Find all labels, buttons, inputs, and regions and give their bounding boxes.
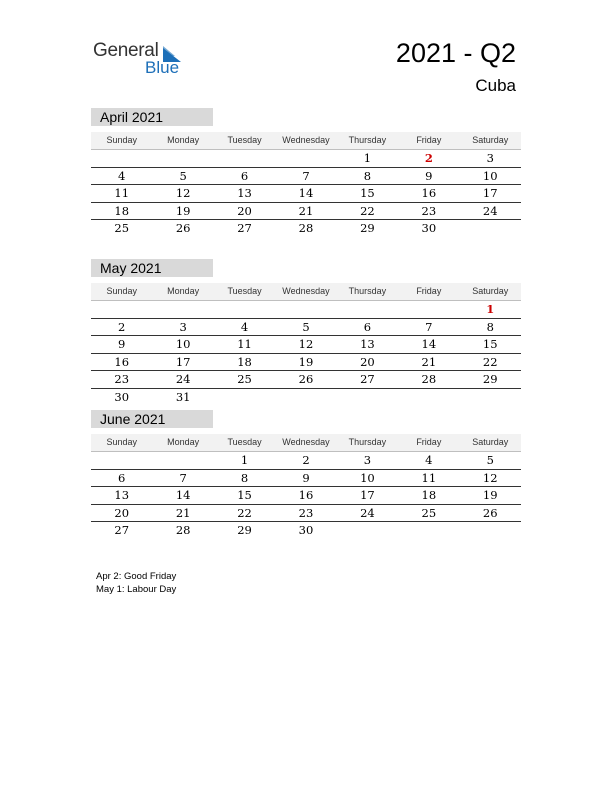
- holiday-notes: [96, 570, 176, 596]
- day-cell: 12: [482, 470, 498, 485]
- weekday-header: Thursday: [348, 437, 387, 447]
- day-cell: 7: [302, 168, 310, 183]
- day-cell: 7: [179, 470, 187, 485]
- day-cell: 20: [360, 354, 375, 369]
- day-cell: 24: [360, 505, 375, 520]
- day-cell: 28: [175, 523, 191, 537]
- day-cell: 21: [421, 354, 437, 369]
- day-cell: 25: [421, 505, 437, 520]
- day-cell: 2: [302, 453, 310, 467]
- weekday-header: Friday: [416, 286, 442, 296]
- day-cell: 30: [298, 523, 314, 537]
- day-cell: 14: [298, 186, 314, 200]
- day-cell: [214, 301, 275, 318]
- week-row: [91, 470, 521, 488]
- weekday-header: Friday: [416, 437, 442, 447]
- month-title: June 2021: [91, 410, 213, 428]
- month-title: May 2021: [91, 259, 213, 277]
- day-cell: 16: [114, 354, 130, 369]
- day-cell: 25: [114, 221, 130, 235]
- day-cell: 28: [421, 372, 437, 386]
- weekday-header: Monday: [167, 286, 200, 296]
- country-label: Cuba: [475, 76, 516, 95]
- month-title: April 2021: [91, 108, 213, 126]
- weekday-header: Saturday: [472, 286, 509, 296]
- day-cell: 9: [302, 470, 310, 485]
- day-cell: 23: [298, 505, 314, 520]
- weekday-header: Wednesday: [282, 135, 330, 145]
- day-cell: 25: [237, 372, 252, 386]
- day-cell: [337, 522, 398, 539]
- day-cell: 29: [482, 372, 498, 386]
- day-cell: 16: [421, 186, 437, 200]
- day-cell: 17: [482, 186, 498, 200]
- weekday-header: Wednesday: [282, 437, 330, 447]
- day-cell: 14: [421, 337, 437, 351]
- day-cell: 13: [237, 186, 252, 200]
- day-cell: 5: [486, 453, 494, 467]
- day-cell: 24: [175, 372, 191, 386]
- day-cell: 15: [360, 186, 375, 200]
- day-cell: 6: [363, 319, 372, 334]
- weekday-header: Sunday: [106, 135, 137, 145]
- day-cell: 22: [482, 354, 498, 369]
- day-cell: [91, 452, 152, 469]
- day-cell: 4: [240, 319, 249, 334]
- day-cell: 27: [360, 372, 375, 386]
- day-cell: 24: [482, 203, 498, 218]
- weekday-header: Tuesday: [227, 437, 262, 447]
- day-cell: 17: [175, 354, 191, 369]
- weekday-header: Saturday: [472, 135, 509, 145]
- day-cell: 3: [179, 319, 187, 334]
- month-calendar-june: [91, 410, 521, 539]
- holiday-day-cell: 1: [486, 302, 495, 316]
- day-cell: 16: [298, 488, 314, 502]
- day-cell: 1: [363, 151, 372, 165]
- weekday-header: Tuesday: [227, 135, 262, 145]
- day-cell: [398, 389, 459, 406]
- day-cell: 21: [175, 505, 191, 520]
- week-row: [91, 452, 521, 470]
- day-cell: 7: [425, 319, 433, 334]
- day-cell: 3: [486, 151, 494, 165]
- day-cell: 28: [298, 221, 314, 235]
- day-cell: 18: [114, 203, 130, 218]
- day-cell: 31: [175, 389, 191, 404]
- day-cell: [275, 150, 336, 167]
- weekday-header: Monday: [167, 135, 200, 145]
- day-cell: 27: [114, 523, 130, 537]
- weekday-header: Wednesday: [282, 286, 330, 296]
- week-row: [91, 168, 521, 186]
- weekday-header: Thursday: [348, 286, 387, 296]
- day-cell: 19: [175, 203, 191, 218]
- day-cell: [152, 301, 213, 318]
- day-cell: 1: [240, 453, 249, 467]
- week-row: [91, 487, 521, 505]
- day-cell: 27: [237, 221, 252, 235]
- weekday-header: Monday: [167, 437, 200, 447]
- day-cell: 6: [240, 168, 249, 183]
- day-cell: [337, 389, 398, 406]
- week-row: [91, 319, 521, 337]
- day-cell: [91, 150, 152, 167]
- holiday-note: May 1: Labour Day: [96, 584, 177, 595]
- day-cell: 20: [114, 505, 130, 520]
- week-row: [91, 505, 521, 523]
- brand-logo: [93, 40, 193, 80]
- day-cell: 30: [114, 389, 130, 404]
- day-cell: 12: [175, 186, 191, 200]
- day-cell: 10: [175, 337, 191, 351]
- day-cell: 10: [360, 470, 375, 485]
- week-row: [91, 301, 521, 319]
- holiday-day-cell: 2: [424, 151, 433, 165]
- day-cell: 29: [360, 221, 375, 235]
- day-cell: 15: [482, 337, 498, 351]
- day-cell: [214, 150, 275, 167]
- day-cell: 8: [486, 319, 494, 334]
- weekday-header-row: [91, 132, 521, 150]
- day-cell: [398, 301, 459, 318]
- week-row: [91, 203, 521, 221]
- day-cell: 23: [421, 203, 437, 218]
- day-cell: 3: [363, 453, 372, 467]
- page-title: 2021 - Q2: [395, 38, 516, 68]
- week-row: [91, 336, 521, 354]
- day-cell: 13: [114, 488, 130, 502]
- week-row: [91, 354, 521, 372]
- day-cell: 23: [114, 372, 130, 386]
- day-cell: 11: [114, 186, 130, 200]
- day-cell: 8: [240, 470, 249, 485]
- weekday-header: Friday: [416, 135, 442, 145]
- day-cell: 26: [298, 372, 314, 386]
- week-row: [91, 371, 521, 389]
- day-cell: 9: [425, 168, 433, 183]
- day-cell: 19: [482, 488, 498, 502]
- day-cell: [152, 452, 213, 469]
- day-cell: 5: [302, 319, 310, 334]
- day-cell: [460, 220, 521, 237]
- weekday-header: Thursday: [348, 135, 387, 145]
- day-cell: 19: [298, 354, 314, 369]
- weekday-header-row: [91, 434, 521, 452]
- weekday-header-row: [91, 283, 521, 301]
- logo-text-blue: Blue: [145, 58, 180, 77]
- day-cell: 13: [360, 337, 375, 351]
- month-calendar-may: [91, 259, 521, 405]
- day-cell: 12: [298, 337, 314, 351]
- day-cell: 11: [237, 337, 252, 351]
- weekday-header: Sunday: [106, 286, 137, 296]
- day-cell: 15: [237, 488, 252, 502]
- day-cell: [460, 522, 521, 539]
- day-cell: [152, 150, 213, 167]
- weekday-header: Tuesday: [227, 286, 262, 296]
- day-cell: 21: [298, 203, 314, 218]
- day-cell: 5: [179, 168, 187, 183]
- day-cell: 14: [175, 488, 191, 502]
- weekday-header: Sunday: [106, 437, 137, 447]
- day-cell: 8: [363, 168, 372, 183]
- month-calendar-april: [91, 108, 521, 237]
- day-cell: 9: [118, 337, 126, 351]
- day-cell: 18: [421, 488, 437, 502]
- day-cell: [275, 389, 336, 406]
- holiday-note: Apr 2: Good Friday: [96, 571, 177, 582]
- week-row: [91, 389, 521, 406]
- day-cell: 30: [421, 221, 437, 235]
- weekday-header: Saturday: [472, 437, 509, 447]
- day-cell: [214, 389, 275, 406]
- week-row: [91, 522, 521, 539]
- day-cell: 6: [118, 470, 126, 485]
- day-cell: 10: [482, 168, 498, 183]
- day-cell: 18: [237, 354, 252, 369]
- logo-text-general: General: [93, 40, 159, 61]
- day-cell: 26: [175, 221, 191, 235]
- day-cell: 2: [118, 319, 126, 334]
- week-row: [91, 150, 521, 168]
- day-cell: 22: [237, 505, 252, 520]
- day-cell: 20: [237, 203, 252, 218]
- week-row: [91, 220, 521, 237]
- day-cell: [398, 522, 459, 539]
- day-cell: [275, 301, 336, 318]
- day-cell: [91, 301, 152, 318]
- day-cell: 29: [237, 523, 252, 537]
- day-cell: [337, 301, 398, 318]
- day-cell: 11: [421, 470, 437, 485]
- day-cell: [460, 389, 521, 406]
- day-cell: 26: [482, 505, 498, 520]
- day-cell: 22: [360, 203, 375, 218]
- day-cell: 4: [118, 168, 126, 183]
- day-cell: 4: [425, 453, 433, 467]
- day-cell: 17: [360, 488, 375, 502]
- week-row: [91, 185, 521, 203]
